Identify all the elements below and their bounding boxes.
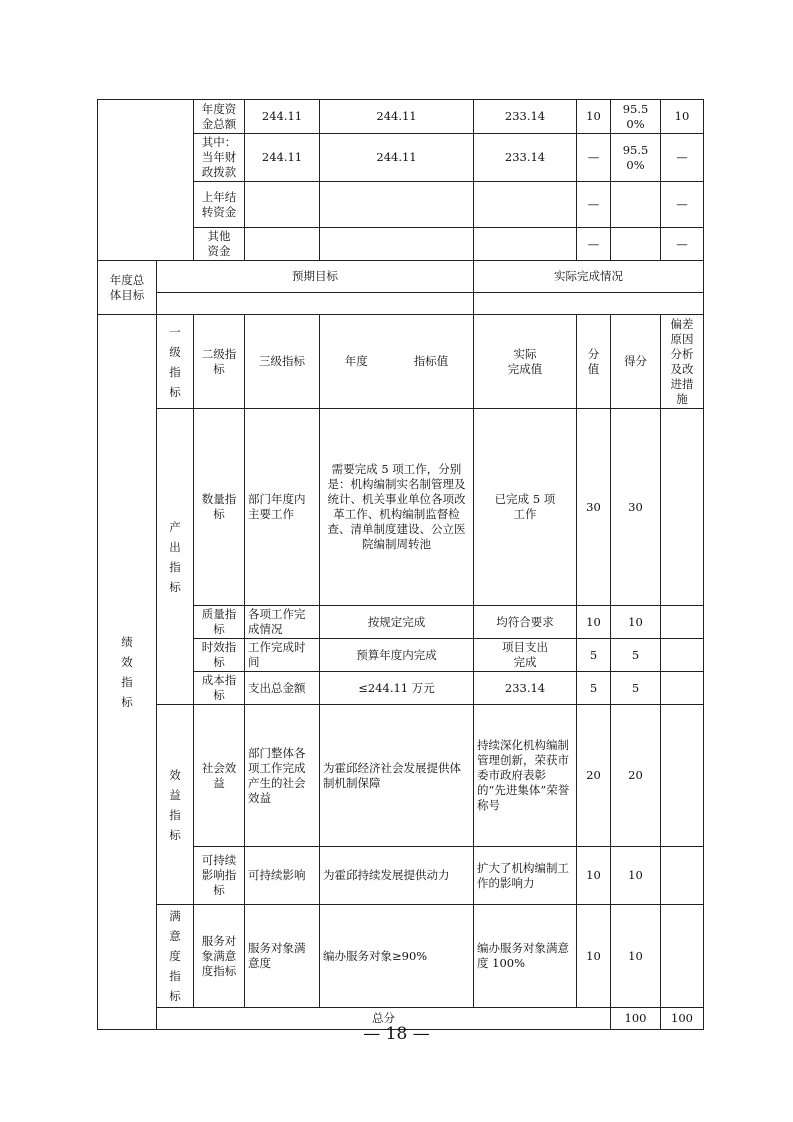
funds-carryover-budget xyxy=(245,182,320,228)
level3-cell: 服务对象满 意度 xyxy=(245,905,320,1008)
expected-goal-header: 预期目标 xyxy=(157,261,474,293)
level3-cell: 各项工作完 成情况 xyxy=(245,606,320,639)
funds-total-rate: 95.50% xyxy=(611,100,661,134)
weight-cell: 5 xyxy=(577,672,611,705)
deviation-cell xyxy=(661,409,704,606)
level2-cell: 可持续 影响指 标 xyxy=(194,847,245,905)
header-level1: 一 级 指 标 xyxy=(157,315,194,409)
deviation-cell xyxy=(661,905,704,1008)
header-deviation: 偏差 原因 分析 及改 进措 施 xyxy=(661,315,704,409)
score-cell: 10 xyxy=(611,847,661,905)
deviation-cell xyxy=(661,672,704,705)
funds-total-weight: 10 xyxy=(577,100,611,134)
target-cell: 按规定完成 xyxy=(320,606,474,639)
actual-cell: 持续深化机构编制管理创新，荣获市委市政府表彰的“先进集体”荣誉称号 xyxy=(474,705,577,847)
score-cell: 10 xyxy=(611,606,661,639)
target-cell: 为霍邱经济社会发展提供体制机制保障 xyxy=(320,705,474,847)
funds-other-score: — xyxy=(661,228,704,261)
actual-cell: 扩大了机构编制工作的影响力 xyxy=(474,847,577,905)
level2-cell: 成本指 标 xyxy=(194,672,245,705)
weight-cell: 10 xyxy=(577,905,611,1008)
funds-total-label: 年度资 金总额 xyxy=(194,100,245,134)
actual-cell: 项目支出 完成 xyxy=(474,639,577,672)
weight-cell: 10 xyxy=(577,606,611,639)
annual-goal-label: 年度总 体目标 xyxy=(98,261,157,315)
expected-goal-content xyxy=(157,293,474,315)
performance-indicators-label: 绩 效 指 标 xyxy=(98,315,157,1030)
funds-fiscal-weight: — xyxy=(577,134,611,182)
funds-carryover-label: 上年结 转资金 xyxy=(194,182,245,228)
annual-goal-header-row xyxy=(98,261,704,293)
funds-total-adjusted: 244.11 xyxy=(320,100,474,134)
weight-cell: 30 xyxy=(577,409,611,606)
level3-cell: 可持续影响 xyxy=(245,847,320,905)
deviation-cell xyxy=(661,606,704,639)
funds-other-label: 其他 资金 xyxy=(194,228,245,261)
level2-cell: 数量指 标 xyxy=(194,409,245,606)
funds-fiscal-executed: 233.14 xyxy=(474,134,577,182)
funds-other-weight: — xyxy=(577,228,611,261)
actual-cell: 已完成 5 项 工作 xyxy=(474,409,577,606)
header-score: 得分 xyxy=(611,315,661,409)
score-cell: 30 xyxy=(611,409,661,606)
actual-completion-content xyxy=(474,293,704,315)
level3-cell: 部门整体各 项工作完成 产生的社会 效益 xyxy=(245,705,320,847)
annual-goal-content-row xyxy=(98,293,704,315)
target-cell: 为霍邱持续发展提供动力 xyxy=(320,847,474,905)
level3-cell: 支出总金额 xyxy=(245,672,320,705)
funds-fiscal-rate: 95.50% xyxy=(611,134,661,182)
weight-cell: 10 xyxy=(577,847,611,905)
total-weight: 100 xyxy=(611,1008,661,1030)
target-cell: 编办服务对象≥90% xyxy=(320,905,474,1008)
level3-cell: 工作完成时 间 xyxy=(245,639,320,672)
header-level2: 二级指 标 xyxy=(194,315,245,409)
funds-row-total xyxy=(98,100,704,134)
level2-cell: 质量指 标 xyxy=(194,606,245,639)
target-cell: 预算年度内完成 xyxy=(320,639,474,672)
funds-other-budget xyxy=(245,228,320,261)
funds-total-score: 10 xyxy=(661,100,704,134)
funds-fiscal-budget: 244.11 xyxy=(245,134,320,182)
performance-table xyxy=(97,99,704,1030)
funds-fiscal-label: 其中： 当年财 政拨款 xyxy=(194,134,245,182)
funds-blank-cell xyxy=(98,100,194,261)
score-cell: 5 xyxy=(611,672,661,705)
funds-total-executed: 233.14 xyxy=(474,100,577,134)
table-row xyxy=(98,409,704,606)
header-actual-value: 实际 完成值 xyxy=(474,315,577,409)
funds-other-executed xyxy=(474,228,577,261)
funds-carryover-executed xyxy=(474,182,577,228)
deviation-cell xyxy=(661,847,704,905)
total-score: 100 xyxy=(661,1008,704,1030)
level2-cell: 社会效 益 xyxy=(194,705,245,847)
level2-cell: 服务对 象满意 度指标 xyxy=(194,905,245,1008)
table-row xyxy=(98,905,704,1008)
satisfaction-indicators-label: 满 意 度 指 标 xyxy=(157,905,194,1008)
target-cell: 需要完成 5 项工作，分别是：机构编制实名制管理及统计、机关事业单位各项改革工作、机构编制监督检查、清单制度建设、公立医院编制周转池 xyxy=(320,409,474,606)
deviation-cell xyxy=(661,639,704,672)
funds-fiscal-score: — xyxy=(661,134,704,182)
header-weight: 分 值 xyxy=(577,315,611,409)
benefit-indicators-label: 效 益 指 标 xyxy=(157,705,194,905)
funds-carryover-score: — xyxy=(661,182,704,228)
score-cell: 10 xyxy=(611,905,661,1008)
score-cell: 5 xyxy=(611,639,661,672)
header-annual-value: 年度 指标值 xyxy=(320,315,474,409)
table-row xyxy=(98,705,704,847)
actual-completion-header: 实际完成情况 xyxy=(474,261,704,293)
level2-cell: 时效指 标 xyxy=(194,639,245,672)
funds-total-budget: 244.11 xyxy=(245,100,320,134)
funds-other-rate xyxy=(611,228,661,261)
actual-cell: 233.14 xyxy=(474,672,577,705)
actual-cell: 均符合要求 xyxy=(474,606,577,639)
weight-cell: 20 xyxy=(577,705,611,847)
actual-cell: 编办服务对象满意度 100% xyxy=(474,905,577,1008)
level3-cell: 部门年度内 主要工作 xyxy=(245,409,320,606)
score-cell: 20 xyxy=(611,705,661,847)
header-level3: 三级指标 xyxy=(245,315,320,409)
deviation-cell xyxy=(661,705,704,847)
total-label: 总分 xyxy=(157,1008,611,1030)
weight-cell: 5 xyxy=(577,639,611,672)
page-number: — 18 — xyxy=(363,1024,430,1044)
funds-fiscal-adjusted: 244.11 xyxy=(320,134,474,182)
funds-carryover-adjusted xyxy=(320,182,474,228)
output-indicators-label: 产 出 指 标 xyxy=(157,409,194,705)
funds-carryover-rate xyxy=(611,182,661,228)
funds-carryover-weight: — xyxy=(577,182,611,228)
funds-other-adjusted xyxy=(320,228,474,261)
target-cell: ≤244.11 万元 xyxy=(320,672,474,705)
indicator-header-row xyxy=(98,315,704,409)
